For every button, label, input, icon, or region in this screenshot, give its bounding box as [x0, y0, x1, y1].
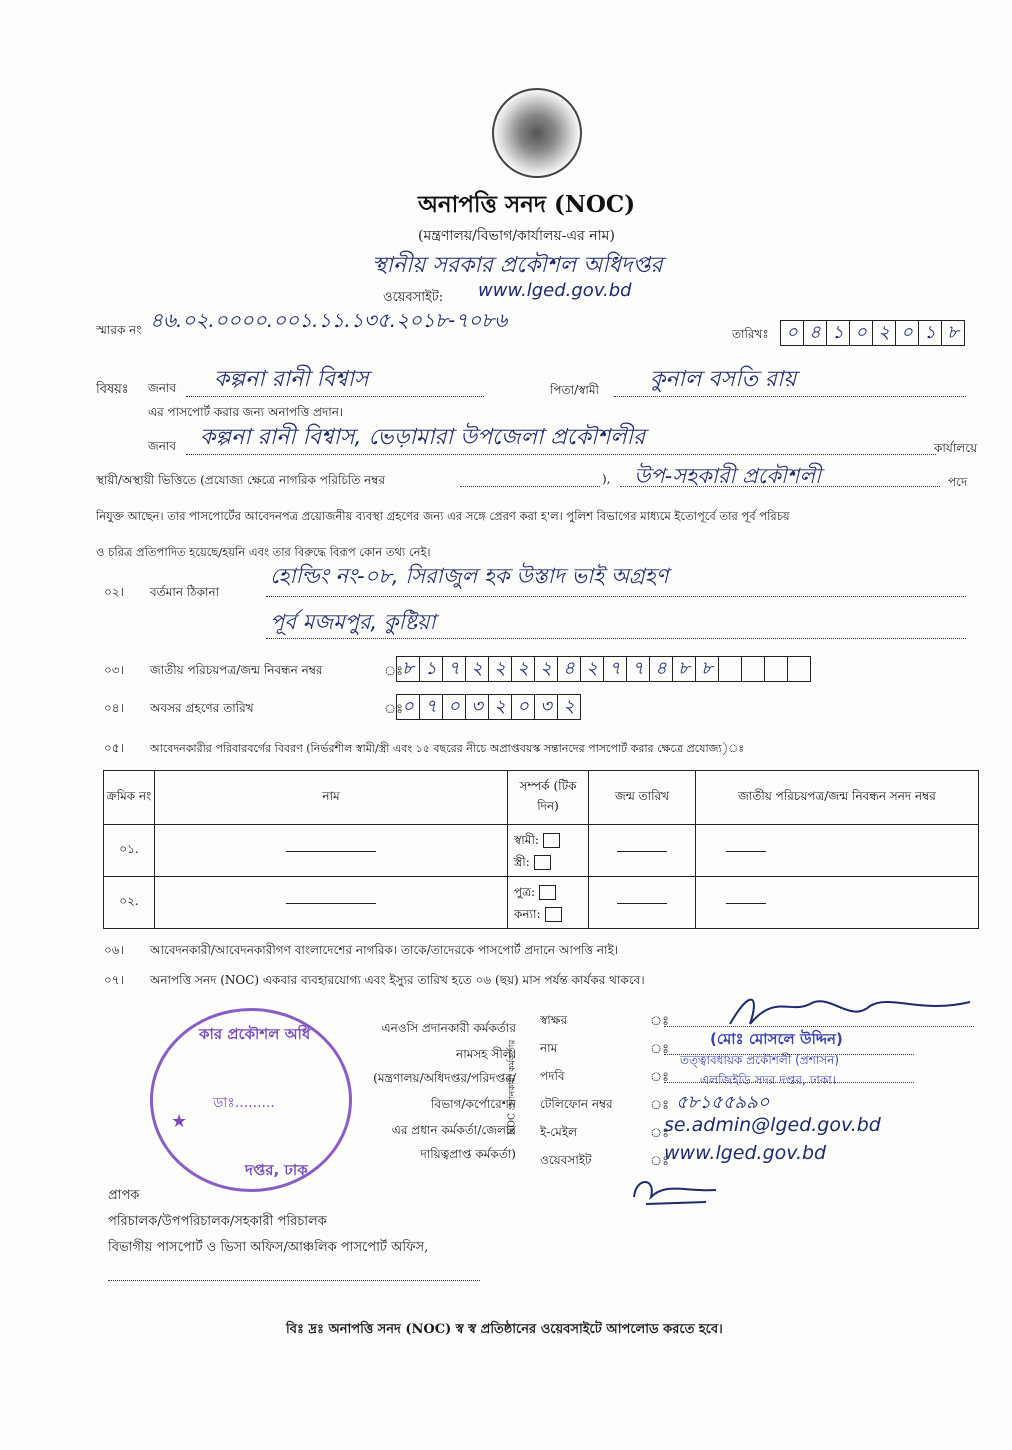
- date-digit: ১: [918, 320, 942, 346]
- address-line-1: হোল্ডিং নং-০৮, সিরাজুল হক উস্তাদ ভাই অগ্রহণ: [270, 564, 669, 588]
- family-text: আবেদনকারীর পরিবারবর্গের বিবরণ (নির্ভরশীল স্বামী/স্ত্রী এবং ১৫ বছরের নীচে অপ্রাপ্তবয়স্ক সন্তানদের পাসপোর্ট করার ক্ষেত্রে প্রযোজ্য)ঃ: [150, 742, 745, 755]
- retire-digit: ০: [396, 694, 420, 720]
- retire-digit: ৭: [419, 694, 443, 720]
- nid-digit: ৪: [557, 656, 581, 682]
- retire-digit: ২: [488, 694, 512, 720]
- family-table: [103, 770, 979, 929]
- relation-label: স্ত্রী:: [514, 854, 530, 869]
- stamp-text-top: কার প্রকৌশল অধি: [199, 1025, 311, 1043]
- retire-digit: ৩: [465, 694, 489, 720]
- phone-value: ৫৮১৫৫৯৯০: [676, 1092, 770, 1113]
- table-row: [104, 825, 979, 877]
- date-digit: ০: [780, 320, 804, 346]
- vertical-label: NOC প্রদানকারী কর্মকর্তার: [507, 1039, 518, 1136]
- relation-checkbox[interactable]: [545, 907, 562, 922]
- janab-label: জনাব: [148, 381, 177, 395]
- row-serial: ০২.: [104, 877, 155, 929]
- nid-digit: ১: [419, 656, 443, 682]
- government-emblem: [492, 88, 582, 178]
- paragraph-1: নিযুক্ত আছেন। তার পাসপোর্টের আবেদনপত্র প্রয়োজনীয় ব্যবস্থা গ্রহণের জন্য এর সঙ্গে প্রেরণ করা হ'ল। পুলিশ বিভাগের মাধ্যমে ইতোপূর্বে তার পূর্ব পরিচয়: [96, 509, 790, 523]
- nid-label: জাতীয় পরিচয়পত্র/জন্ম নিবন্ধন নম্বর: [150, 663, 323, 677]
- relation-label: পুত্র:: [514, 884, 536, 899]
- row-serial: ০১.: [104, 825, 155, 877]
- nid-digit: ৭: [442, 656, 466, 682]
- nid-digit: ৮: [672, 656, 696, 682]
- office-stamp: এলজিইডি সদর দপ্তর, ঢাকা।: [700, 1073, 837, 1087]
- email-value: se.admin@lged.gov.bd: [664, 1114, 881, 1136]
- applicant-name: কল্পনা রানী বিশ্বাস: [214, 367, 369, 392]
- signatory-line-1: এনওসি প্রদানকারী কর্মকর্তার: [381, 1021, 516, 1035]
- field-designation-label: পদবি: [540, 1069, 565, 1083]
- empty-dash: [617, 851, 667, 852]
- post-name: উপ-সহকারী প্রকৌশলী: [634, 464, 822, 488]
- retire-boxes: [396, 694, 580, 720]
- page-title: অনাপত্তি সনদ (NOC): [418, 191, 636, 218]
- nid-colon: ঃ: [384, 664, 404, 679]
- office-body: কল্পনা রানী বিশ্বাস, ভেড়ামারা উপজেলা প্রকৌশলীর: [200, 425, 646, 450]
- col-birthdate: জন্ম তারিখ: [589, 771, 696, 825]
- address-label: বর্তমান ঠিকানা: [150, 585, 220, 599]
- item-07-number: ০৭।: [104, 973, 124, 987]
- signatory-line-5: এর প্রধান কর্মকর্তা/জেলার: [391, 1123, 516, 1137]
- field-name-label: নাম: [540, 1041, 558, 1055]
- item-05-number: ০৫।: [104, 741, 124, 755]
- recipient-line-2: বিভাগীয় পাসপোর্ট ও ভিসা অফিস/আঞ্চলিক পাসপোর্ট অফিস,: [108, 1240, 429, 1255]
- signatory-line-2: নামসহ সীল।: [456, 1047, 516, 1061]
- note-07: অনাপত্তি সনদ (NOC) একবার ব্যবহারযোগ্য এবং ইস্যুর তারিখ হতে ০৬ (ছয়) মাস পর্যন্ত কার্যকর থাকবে।: [150, 973, 645, 987]
- permanent-text: স্থায়ী/অস্থায়ী ভিত্তিতে (প্রযোজ্য ক্ষেত্রে নাগরিক পরিচিতি নম্বর: [96, 473, 385, 487]
- parent-label: পিতা/স্বামী: [550, 383, 599, 397]
- address-underline-2: [266, 638, 966, 639]
- colon: ঃ: [650, 1154, 670, 1169]
- footer-note: বিঃ দ্রঃ অনাপত্তি সনদ (NOC) স্ব স্ব প্রতিষ্ঠানের ওয়েবসাইটে আপলোড করতে হবে।: [286, 1322, 723, 1337]
- designation-stamp: তত্ত্বাবধায়ক প্রকৌশলী (প্রশাসন): [680, 1053, 840, 1067]
- name-stamp: (মোঃ মোসলে উদ্দিন): [710, 1030, 843, 1048]
- col-relation: সম্পর্ক (টিক দিন): [508, 771, 589, 825]
- nid-digit: ২: [465, 656, 489, 682]
- date-digit: ৪: [803, 320, 827, 346]
- signatory-line-6: দায়িত্বপ্রাপ্ত কর্মকর্তা): [420, 1147, 516, 1161]
- field-phone-label: টেলিফোন নম্বর: [540, 1097, 613, 1111]
- stamp-text-bottom: দপ্তর, ঢাক: [245, 1161, 308, 1179]
- parent-name: কুনাল বসতি রায়: [650, 367, 797, 392]
- nid-digit: ৭: [626, 656, 650, 682]
- nid-digit: ৪: [649, 656, 673, 682]
- nid-digit: ২: [580, 656, 604, 682]
- recipient-line-1: পরিচালক/উপপরিচালক/সহকারী পরিচালক: [108, 1214, 327, 1229]
- empty-dash: [286, 851, 376, 852]
- recipient-label: প্রাপক: [108, 1188, 140, 1203]
- colon: ঃ: [650, 1126, 670, 1141]
- website-value-signatory: www.lged.gov.bd: [664, 1142, 827, 1164]
- retire-digit: ০: [442, 694, 466, 720]
- stamp-text-mid: ডাঃ.........: [213, 1095, 275, 1111]
- nid-digit: ২: [511, 656, 535, 682]
- retire-label: অবসর গ্রহণের তারিখ: [150, 701, 254, 715]
- colon: ঃ: [650, 1070, 670, 1085]
- post-suffix: পদে: [948, 475, 968, 489]
- retire-digit: ২: [557, 694, 581, 720]
- item-02-number: ০২।: [104, 585, 124, 599]
- memo-number: ৪৬.০২.০০০০.০০১.১১.১৩৫.২০১৮-৭০৮৬: [150, 308, 508, 332]
- nid-digit: [741, 656, 765, 682]
- empty-dash: [726, 903, 766, 904]
- date-digit: ০: [849, 320, 873, 346]
- col-name: নাম: [155, 771, 508, 825]
- paragraph-2: ও চরিত্র প্রতিপাদিত হয়েছে/হয়নি এবং তার বিরুদ্ধে বিরূপ কোন তথ্য নেই।: [96, 545, 431, 559]
- field-email-label: ই-মেইল: [540, 1125, 578, 1139]
- item-06-number: ০৬।: [104, 943, 124, 957]
- relation-checkbox[interactable]: [534, 855, 551, 870]
- subject-line2: এর পাসপোর্ট করার জন্য অনাপত্তি প্রদান।: [148, 405, 344, 419]
- recipient-blank-line: [108, 1280, 480, 1281]
- signatory-line-3: (মন্ত্রণালয়/অধিদপ্তর/পরিদপ্তর/: [373, 1071, 516, 1085]
- website-label: ওয়েবসাইট:: [383, 290, 444, 305]
- col-serial: ক্রমিক নং: [104, 771, 155, 825]
- date-boxes: [780, 320, 964, 346]
- note-06: আবেদনকারী/আবেদনকারীগণ বাংলাদেশের নাগরিক। তাকে/তাদেরকে পাসপোর্ট প্রদানে আপত্তি নাই।: [150, 943, 619, 957]
- signatory-line-4: বিভাগ/কর্পোরেশন: [431, 1097, 516, 1111]
- table-row: [104, 877, 979, 929]
- field-signature-label: স্বাক্ষর: [540, 1013, 568, 1027]
- address-underline-1: [266, 596, 966, 597]
- relation-checkbox[interactable]: [543, 833, 560, 848]
- relation-label: কন্যা:: [514, 906, 541, 921]
- nid-boxes: [396, 656, 810, 682]
- date-label: তারিখঃ: [732, 327, 769, 341]
- date-digit: ২: [872, 320, 896, 346]
- empty-dash: [726, 851, 766, 852]
- janab-label-2: জনাব: [148, 439, 177, 453]
- retire-digit: ৩: [534, 694, 558, 720]
- nid-digit: [787, 656, 811, 682]
- website-value: www.lged.gov.bd: [478, 280, 632, 301]
- colon: ঃ: [650, 1098, 670, 1113]
- address-line-2: পূর্ব মজমপুর, কুষ্টিয়া: [270, 610, 436, 634]
- field-website-label: ওয়েবসাইট: [540, 1153, 592, 1167]
- date-digit: ১: [826, 320, 850, 346]
- nid-digit: [718, 656, 742, 682]
- memo-label: স্মারক নং: [96, 323, 142, 337]
- office-name: স্থানীয় সরকার প্রকৌশল অধিদপ্তর: [372, 253, 663, 278]
- subtitle: (মন্ত্রণালয়/বিভাগ/কার্যালয়-এর নাম): [418, 228, 615, 244]
- stamp-star-icon: ★: [171, 1111, 188, 1132]
- colon: ঃ: [650, 1014, 670, 1029]
- date-digit: ৮: [941, 320, 965, 346]
- retire-digit: ০: [511, 694, 535, 720]
- item-04-number: ০৪।: [104, 701, 124, 715]
- permanent-close: ),: [602, 472, 611, 486]
- subject-label: বিষয়ঃ: [96, 382, 129, 397]
- office-seal-stamp: [150, 1008, 352, 1192]
- nid-digit: ৮: [396, 656, 420, 682]
- nid-digit: ৭: [603, 656, 627, 682]
- relation-label: স্বামী:: [514, 832, 539, 847]
- nid-digit: ৮: [695, 656, 719, 682]
- retire-colon: ঃ: [384, 702, 404, 717]
- initials-mark: [626, 1172, 726, 1212]
- office-suffix: কার্যালয়ে: [934, 441, 978, 455]
- signature-mark: [720, 984, 980, 1034]
- empty-dash: [286, 903, 376, 904]
- nid-digit: [764, 656, 788, 682]
- colon: ঃ: [650, 1042, 670, 1057]
- relation-checkbox[interactable]: [539, 885, 556, 900]
- item-03-number: ০৩।: [104, 663, 124, 677]
- citizen-id-line: [460, 486, 600, 487]
- col-nid: জাতীয় পরিচয়পত্র/জন্ম নিবন্ধন সনদ নম্বর: [696, 771, 979, 825]
- date-digit: ০: [895, 320, 919, 346]
- nid-digit: ২: [534, 656, 558, 682]
- nid-digit: ২: [488, 656, 512, 682]
- empty-dash: [617, 903, 667, 904]
